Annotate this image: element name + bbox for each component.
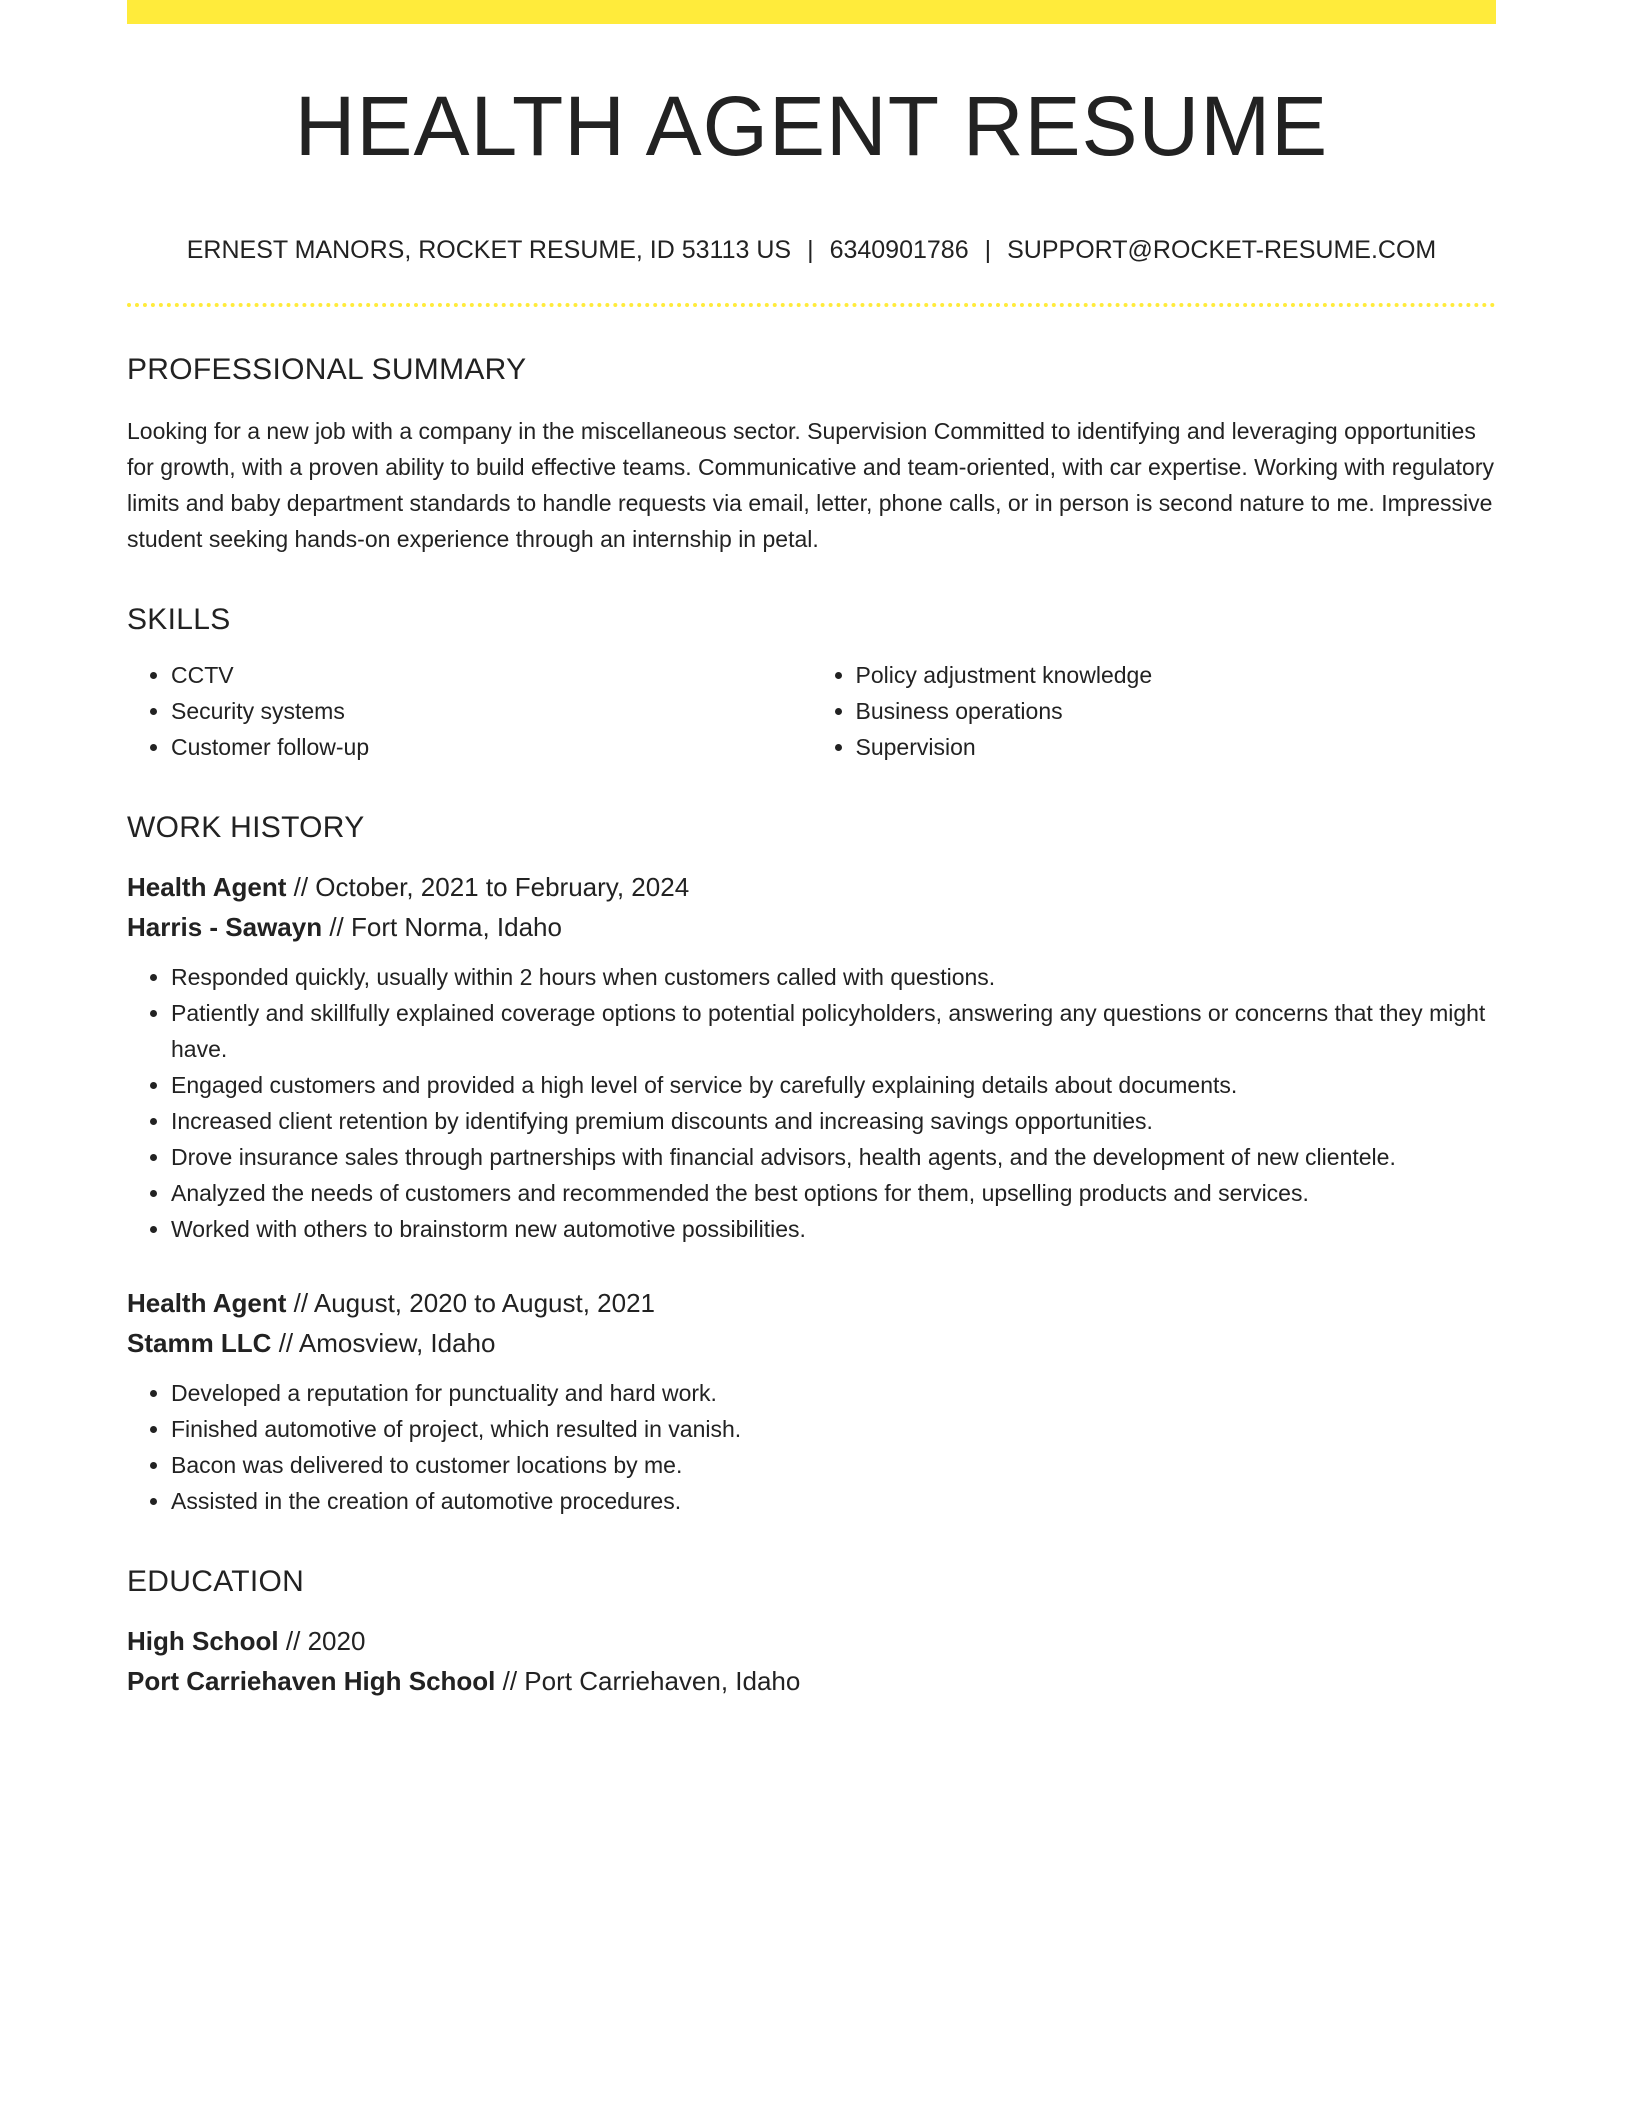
contact-address: ERNEST MANORS, ROCKET RESUME, ID 53113 US [186,236,792,264]
contact-line [127,238,1496,263]
job-bullet: • Assisted in the creation of automotive procedures. [171,1483,1496,1519]
skill-item: • Supervision [856,729,1497,765]
job-title-line [127,1283,1496,1323]
job-title-line [127,867,1496,907]
contact-phone: 6340901786 [829,236,969,264]
job-location: // Fort Norma, Idaho [322,912,562,942]
contact-email: SUPPORT@ROCKET-RESUME.COM [1007,236,1437,264]
resume-page [127,0,1496,1701]
skills-section [127,605,1496,765]
job-company: Harris - Sawayn [127,912,323,942]
education-entry [127,1621,1496,1701]
job-title: Health Agent [127,872,287,902]
education-degree: High School [127,1626,279,1656]
accent-top-bar [127,0,1496,24]
skills-columns [127,657,1496,765]
job-bullet: • Drove insurance sales through partnerships with financial advisors, health agents, and the development of new clientele. [171,1139,1496,1175]
job-bullet: • Worked with others to brainstorm new automotive possibilities. [171,1211,1496,1247]
dotted-divider [127,303,1496,307]
education-school: Port Carriehaven High School [127,1666,496,1696]
education-heading: EDUCATION [127,1565,305,1598]
education-section [127,1567,1496,1701]
job-title: Health Agent [127,1288,287,1318]
job-bullet: • Responded quickly, usually within 2 hours when customers called with questions. [171,959,1496,995]
job-bullet: • Finished automotive of project, which resulted in vanish. [171,1411,1496,1447]
education-school-line [127,1661,1496,1701]
work-history-section [127,813,1496,1519]
job-bullets [127,1375,1496,1519]
skill-item: • CCTV [171,657,812,693]
job-dates: // October, 2021 to February, 2024 [286,872,690,902]
summary-section [127,355,1496,557]
job-entry [127,1283,1496,1519]
skill-item: • Business operations [856,693,1497,729]
job-entry [127,867,1496,1247]
skills-right-list [812,657,1497,765]
job-location: // Amosview, Idaho [271,1328,496,1358]
job-bullet: • Increased client retention by identifying premium discounts and increasing savings opportunities. [171,1103,1496,1139]
job-bullet: • Engaged customers and provided a high level of service by carefully explaining details about documents. [171,1067,1496,1103]
job-company-line [127,907,1496,947]
summary-heading: PROFESSIONAL SUMMARY [127,353,527,386]
skill-item: • Policy adjustment knowledge [856,657,1497,693]
job-bullets [127,959,1496,1247]
job-bullet: • Developed a reputation for punctuality and hard work. [171,1375,1496,1411]
education-degree-line [127,1621,1496,1661]
contact-separator: | [807,236,814,264]
job-company-line [127,1323,1496,1363]
summary-text: Looking for a new job with a company in the miscellaneous sector. Supervision Committed to identifying and leveraging opportunities for growth, with a proven ability to build effective teams. Communicative and team-oriented, with car expertise. Working with regulatory limits and baby department standards to handle requests via email, letter, phone calls, or in person is second nature to me. Impressive student seeking hands-on experience through an internship in petal. [127,418,1494,552]
job-bullet: • Patiently and skillfully explained coverage options to potential policyholders, answering any questions or concerns that they might have. [171,995,1496,1067]
skills-left-list [127,657,812,765]
work-history-heading: WORK HISTORY [127,811,365,844]
skills-heading: SKILLS [127,603,231,636]
education-location: // Port Carriehaven, Idaho [495,1666,801,1696]
education-year: // 2020 [278,1626,366,1656]
contact-separator: | [984,236,992,264]
skill-item: • Security systems [171,693,812,729]
job-bullet: • Bacon was delivered to customer locations by me. [171,1447,1496,1483]
resume-title: HEALTH AGENT RESUME [294,79,1329,173]
job-company: Stamm LLC [127,1328,272,1358]
job-bullet: • Analyzed the needs of customers and recommended the best options for them, upselling products and services. [171,1175,1496,1211]
skill-item: • Customer follow-up [171,729,812,765]
job-dates: // August, 2020 to August, 2021 [286,1288,656,1318]
